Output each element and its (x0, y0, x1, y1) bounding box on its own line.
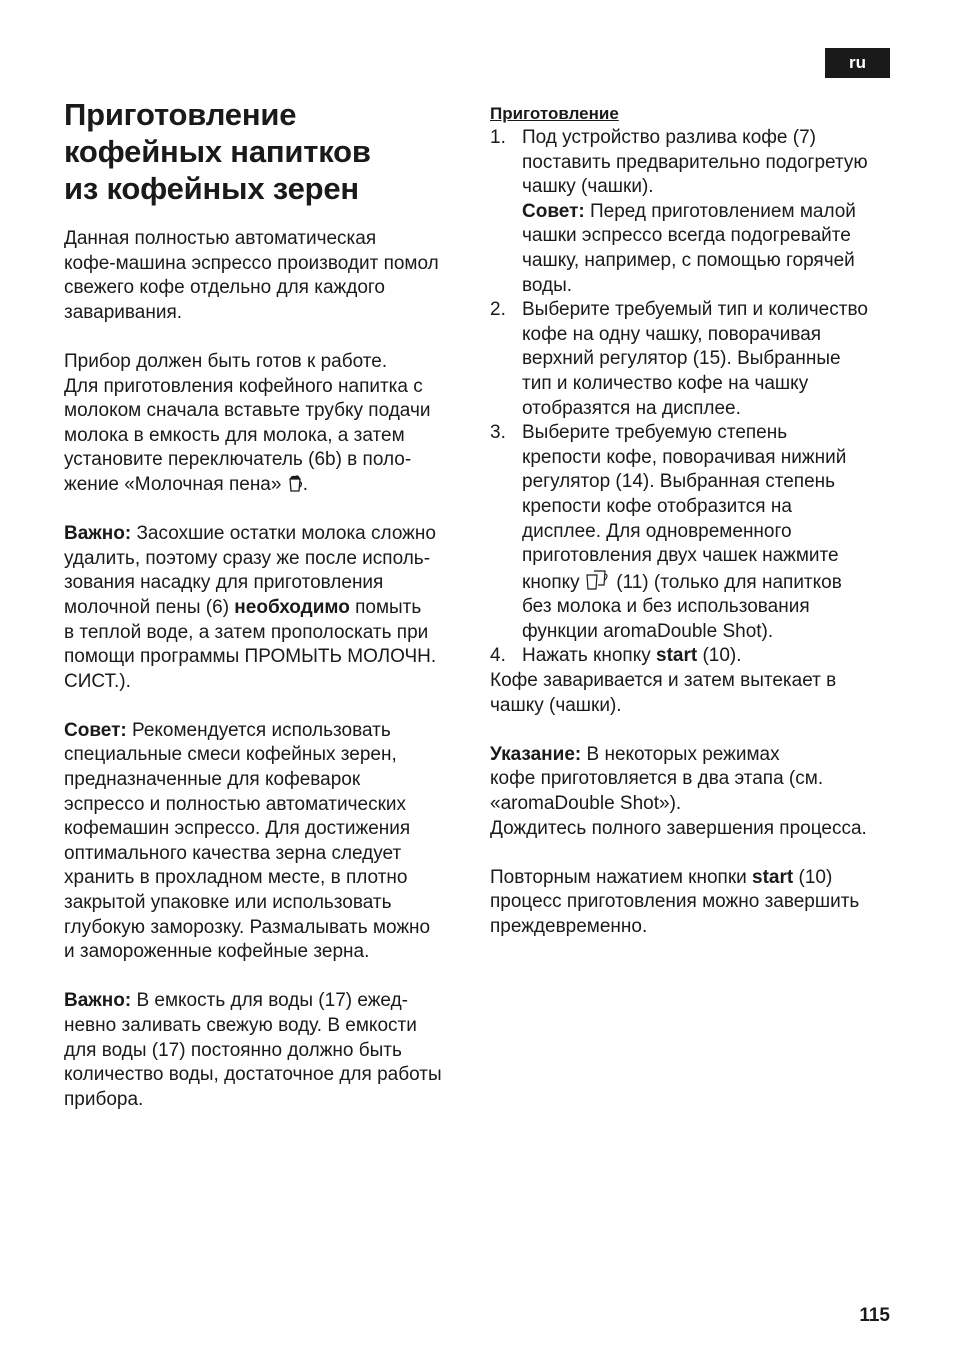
text-line: Дождитесь полного завершения процесса. (490, 817, 867, 839)
text-line: свежего кофе отдельно для каждого (64, 277, 385, 299)
text-fragment: Засохшие остатки молока сложно (131, 523, 436, 545)
text-fragment: Нажать кнопку (522, 645, 656, 667)
milk-froth-icon (287, 473, 303, 493)
step-number: 1. (490, 127, 506, 148)
text-fragment: (10). (697, 645, 742, 667)
text-line: верхний регулятор (15). Выбранные (522, 348, 841, 370)
step-body (522, 421, 900, 644)
tip-paragraph (64, 719, 469, 965)
text-line (490, 743, 900, 768)
text-line: Выберите требуемый тип и количество (522, 299, 868, 321)
text-line (64, 473, 469, 498)
text-line: чашку (чашки). (522, 176, 654, 198)
emphasis-text: необходимо (234, 596, 350, 618)
text-line: регулятор (14). Выбранная степень (522, 471, 836, 493)
text-line: удалить, поэтому сразу же после исполь- (64, 547, 431, 569)
text-line: «aromaDouble Shot»). (490, 793, 682, 815)
note-label: Указание: (490, 743, 582, 765)
text-line: помощи программы ПРОМЫТЬ МОЛОЧН. (64, 646, 437, 668)
text-line: кофемашин эспрессо. Для достижения (64, 818, 411, 840)
text-line: закрытой упаковке или использовать (64, 892, 392, 914)
text-line: хранить в прохладном месте, в плотно (64, 867, 408, 889)
text-fragment: (11) (только для напитков (610, 571, 842, 593)
text-line: прибора. (64, 1088, 144, 1110)
step-number: 2. (490, 299, 506, 321)
important-label: Важно: (64, 523, 132, 545)
step-item (490, 644, 900, 669)
step-number: 3. (490, 422, 506, 444)
text-line: приготовления двух чашек нажмите (522, 545, 839, 567)
text-line: зования насадку для приготовления (64, 572, 384, 594)
text-line: количество воды, достаточное для работы (64, 1064, 442, 1086)
text-line: молока в емкость для молока, а затем (64, 424, 405, 446)
text-line: кофе приготовляется в два этапа (см. (490, 768, 824, 790)
text-fragment: Перед приготовлением малой (584, 200, 856, 222)
text-line: чашку (чашки). (490, 694, 622, 716)
text-line: крепости кофе, поворачивая нижний (522, 446, 847, 468)
important-note-water (64, 989, 469, 1112)
text-fragment: молочной пены (6) (64, 596, 235, 618)
text-line: чашки эспрессо всегда подогревайте (522, 225, 851, 247)
title-line: Приготовление (64, 97, 297, 132)
text-line: СИСТ.). (64, 670, 131, 692)
text-line: и замороженные кофейные зерна. (64, 941, 370, 963)
text-line: Прибор должен быть готов к работе. (64, 350, 388, 372)
text-line: невно заливать свежую воду. В емкости (64, 1015, 417, 1036)
text-line (490, 866, 900, 891)
text-fragment: Рекомендуется использовать (126, 719, 391, 741)
text-line: молоком сначала вставьте трубку подачи (64, 400, 431, 422)
language-badge: ru (825, 48, 890, 78)
text-line: Данная полностью автоматическая (64, 228, 377, 249)
right-column (490, 102, 900, 964)
step-item (490, 126, 900, 298)
tip-label: Совет: (522, 200, 585, 222)
start-button-label: start (656, 645, 698, 667)
step-item (490, 298, 900, 421)
text-line (522, 644, 900, 669)
text-line: оптимального качества зерна следует (64, 842, 402, 864)
text-line: воды. (522, 274, 573, 296)
two-cups-icon (585, 569, 611, 591)
text-line (522, 569, 900, 596)
left-column (64, 96, 469, 1137)
note-paragraph (490, 743, 900, 841)
brew-paragraph (490, 669, 900, 718)
tip-label: Совет: (64, 719, 127, 741)
text-line: преждевременно. (490, 916, 648, 937)
text-line: Под устройство разлива кофе (7) (522, 127, 816, 148)
important-note-milk (64, 522, 469, 694)
step-item (490, 421, 900, 644)
title-line: из кофейных зерен (64, 171, 359, 206)
text-line: Кофе заваривается и затем вытекает в (490, 670, 837, 692)
step-body (522, 644, 900, 669)
text-line: предназначенные для кофеварок (64, 769, 361, 791)
text-line: процесс приготовления можно завершить (490, 891, 860, 913)
text-line: чашку, например, с помощью горячей (522, 249, 855, 271)
text-fragment: жение «Молочная пена» (64, 473, 282, 495)
ready-paragraph (64, 350, 469, 498)
text-line: крепости кофе отобразится на (522, 495, 792, 517)
stop-paragraph (490, 866, 900, 940)
text-fragment: Повторным нажатием кнопки (490, 866, 753, 888)
text-line: функции aromaDouble Shot). (522, 620, 774, 642)
text-fragment: В емкость для воды (17) ежед- (131, 990, 408, 1012)
text-line: установите переключатель (6b) в поло- (64, 449, 412, 471)
text-fragment: помыть (349, 596, 422, 618)
important-label: Важно: (64, 990, 132, 1012)
text-line: Выберите требуемую степень (522, 422, 788, 444)
text-line: тип и количество кофе на чашку (522, 372, 809, 394)
start-button-label: start (752, 866, 794, 888)
text-line: в теплой воде, а затем прополоскать при (64, 621, 429, 643)
text-fragment: (10) (793, 866, 833, 888)
text-line: поставить предварительно подогретую (522, 151, 868, 173)
text-line (522, 200, 900, 225)
step-body (522, 126, 900, 298)
text-fragment: . (302, 473, 309, 495)
text-line (64, 596, 469, 621)
text-fragment: кнопку (522, 571, 585, 593)
intro-paragraph (64, 227, 469, 325)
page-number: 115 (859, 1305, 890, 1326)
text-line: эспрессо и полностью автоматических (64, 793, 406, 815)
text-line: отобразятся на дисплее. (522, 397, 741, 419)
text-line: кофе на одну чашку, поворачивая (522, 323, 822, 345)
steps-list (490, 126, 900, 669)
text-line: кофе-машина эспрессо производит помол (64, 252, 439, 274)
text-line (64, 989, 469, 1014)
text-line: Для приготовления кофейного напитка с (64, 375, 423, 397)
text-line: специальные смеси кофейных зерен, (64, 744, 397, 766)
title-line: кофейных напитков (64, 134, 371, 169)
text-line: дисплее. Для одновременного (522, 520, 792, 542)
text-line (64, 719, 469, 744)
text-line: глубокую заморозку. Размалывать можно (64, 916, 431, 938)
text-line: без молока и без использования (522, 596, 810, 618)
step-body (522, 298, 900, 421)
text-fragment: В некоторых режимах (581, 743, 780, 765)
text-line: для воды (17) постоянно должно быть (64, 1039, 402, 1061)
text-line: заваривания. (64, 301, 183, 323)
section-heading: Приготовление (490, 104, 619, 123)
page-title (64, 96, 469, 207)
step-number: 4. (490, 645, 506, 667)
text-line (64, 522, 469, 547)
